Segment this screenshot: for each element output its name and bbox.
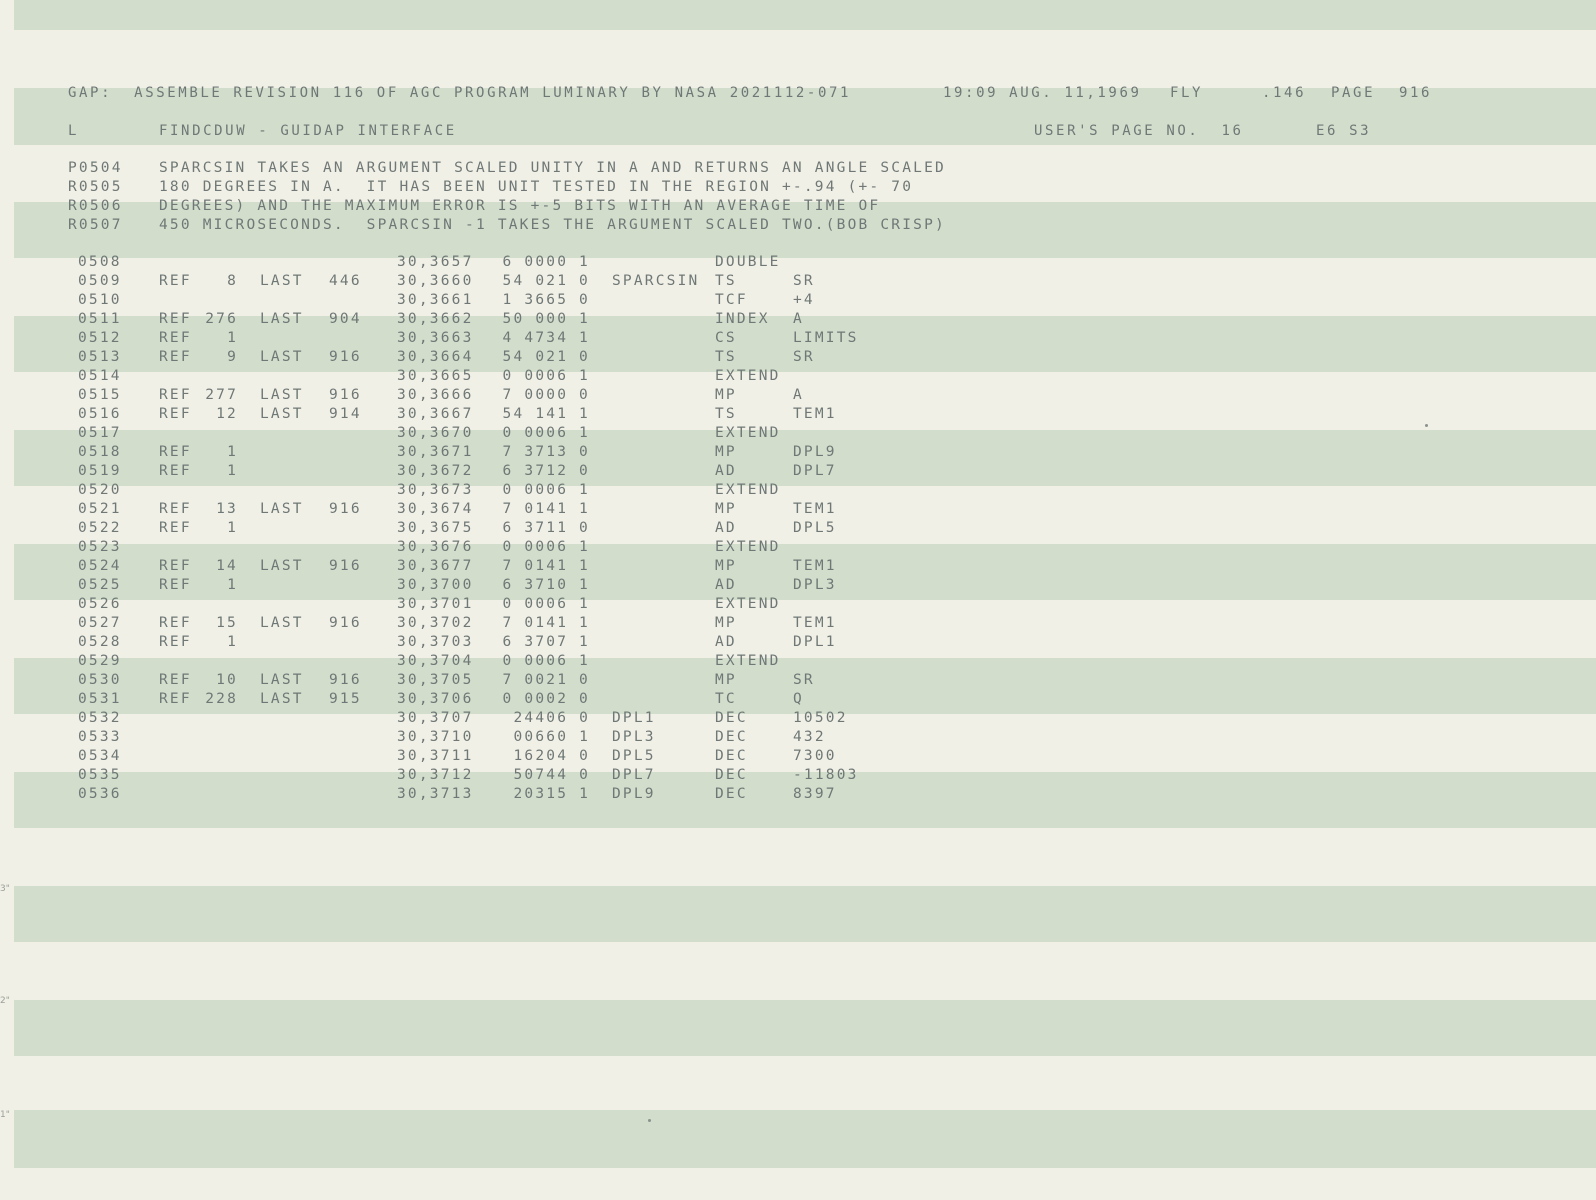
subheader-l: L	[68, 123, 80, 139]
address: 30,3702	[397, 615, 474, 631]
listing-row	[0, 538, 1596, 557]
line-number: 0514	[78, 368, 122, 384]
line-number: 0513	[78, 349, 122, 365]
line-number: 0533	[78, 729, 122, 745]
octal-code: 00660 1	[513, 729, 590, 745]
listing-subheader	[0, 122, 1596, 141]
listing-row	[0, 367, 1596, 386]
line-number: 0532	[78, 710, 122, 726]
opcode: EXTEND	[715, 368, 781, 384]
listing-row	[0, 500, 1596, 519]
octal-code: 0 0006 1	[502, 539, 590, 555]
header-datetime: 19:09 AUG. 11,1969	[943, 85, 1142, 101]
operand: DPL9	[793, 444, 837, 460]
opcode: AD	[715, 577, 737, 593]
ref-count: 8	[227, 273, 238, 289]
opcode: EXTEND	[715, 596, 781, 612]
octal-code: 6 3712 0	[502, 463, 590, 479]
header-title: GAP: ASSEMBLE REVISION 116 OF AGC PROGRAM LUMINARY BY NASA 2021112-071	[68, 85, 852, 101]
opcode: TS	[715, 273, 737, 289]
listing-row	[0, 348, 1596, 367]
address: 30,3664	[397, 349, 474, 365]
address: 30,3667	[397, 406, 474, 422]
ref-label: REF	[159, 615, 192, 631]
operand: -11803	[793, 767, 859, 783]
address: 30,3707	[397, 710, 474, 726]
opcode: EXTEND	[715, 653, 781, 669]
listing-row	[0, 272, 1596, 291]
line-number: 0524	[78, 558, 122, 574]
operand: 7300	[793, 748, 837, 764]
ref-count: 1	[227, 330, 238, 346]
octal-code: 0 0006 1	[502, 653, 590, 669]
operand: TEM1	[793, 558, 837, 574]
address: 30,3673	[397, 482, 474, 498]
line-number: 0509	[78, 273, 122, 289]
opcode: TS	[715, 349, 737, 365]
paper-band	[14, 886, 1596, 942]
symbol-label: DPL3	[612, 729, 656, 745]
opcode: EXTEND	[715, 425, 781, 441]
line-number: 0530	[78, 672, 122, 688]
remark-line-number: R0506	[68, 198, 123, 214]
operand: LIMITS	[793, 330, 859, 346]
line-number: 0521	[78, 501, 122, 517]
subheader-code: E6 S3	[1316, 123, 1372, 139]
ref-count: 15	[216, 615, 238, 631]
opcode: DOUBLE	[715, 254, 781, 270]
symbol-label: DPL7	[612, 767, 656, 783]
line-number: 0519	[78, 463, 122, 479]
address: 30,3713	[397, 786, 474, 802]
margin-mark: 2"	[0, 996, 10, 1006]
line-number: 0508	[78, 254, 122, 270]
last-page: 915	[329, 691, 362, 707]
opcode: MP	[715, 444, 737, 460]
address: 30,3704	[397, 653, 474, 669]
margin-mark: 1"	[0, 1110, 10, 1120]
ref-label: REF	[159, 311, 192, 327]
remark-line	[0, 159, 1596, 178]
last-page: 916	[329, 349, 362, 365]
operand: DPL1	[793, 634, 837, 650]
ref-label: REF	[159, 691, 192, 707]
line-number: 0518	[78, 444, 122, 460]
last-label: LAST	[260, 501, 304, 517]
opcode: AD	[715, 463, 737, 479]
line-number: 0531	[78, 691, 122, 707]
listing-row	[0, 329, 1596, 348]
last-page: 916	[329, 387, 362, 403]
listing-row	[0, 595, 1596, 614]
address: 30,3674	[397, 501, 474, 517]
address: 30,3663	[397, 330, 474, 346]
last-page: 916	[329, 558, 362, 574]
last-page: 916	[329, 501, 362, 517]
octal-code: 0 0006 1	[502, 596, 590, 612]
ref-count: 10	[216, 672, 238, 688]
listing-row	[0, 386, 1596, 405]
symbol-label: SPARCSIN	[612, 273, 700, 289]
octal-code: 20315 1	[513, 786, 590, 802]
last-page: 916	[329, 672, 362, 688]
ref-label: REF	[159, 273, 192, 289]
line-number: 0528	[78, 634, 122, 650]
address: 30,3700	[397, 577, 474, 593]
address: 30,3672	[397, 463, 474, 479]
octal-code: 24406 0	[513, 710, 590, 726]
octal-code: 7 0000 0	[502, 387, 590, 403]
ref-label: REF	[159, 330, 192, 346]
last-page: 904	[329, 311, 362, 327]
octal-code: 54 141 1	[502, 406, 590, 422]
listing-row	[0, 633, 1596, 652]
operand: A	[793, 311, 804, 327]
subheader-title: FINDCDUW - GUIDAP INTERFACE	[159, 123, 457, 139]
ref-count: 13	[216, 501, 238, 517]
paper-band	[14, 1110, 1596, 1168]
opcode: DEC	[715, 767, 748, 783]
listing-row	[0, 728, 1596, 747]
address: 30,3710	[397, 729, 474, 745]
opcode: CS	[715, 330, 737, 346]
remark-text: SPARCSIN TAKES AN ARGUMENT SCALED UNITY IN A AND RETURNS AN ANGLE SCALED	[159, 160, 946, 176]
remark-text: 180 DEGREES IN A. IT HAS BEEN UNIT TESTED IN THE REGION +-.94 (+- 70	[159, 179, 914, 195]
octal-code: 6 3707 1	[502, 634, 590, 650]
listing-row	[0, 443, 1596, 462]
ref-count: 1	[227, 577, 238, 593]
octal-code: 6 3710 1	[502, 577, 590, 593]
last-label: LAST	[260, 672, 304, 688]
listing-row	[0, 766, 1596, 785]
line-number: 0517	[78, 425, 122, 441]
operand: TEM1	[793, 501, 837, 517]
address: 30,3662	[397, 311, 474, 327]
margin-mark: 3"	[0, 884, 10, 894]
operand: DPL5	[793, 520, 837, 536]
operand: TEM1	[793, 615, 837, 631]
opcode: MP	[715, 387, 737, 403]
ref-label: REF	[159, 406, 192, 422]
header-number: .146	[1262, 85, 1307, 101]
ref-label: REF	[159, 577, 192, 593]
octal-code: 4 4734 1	[502, 330, 590, 346]
octal-code: 7 0141 1	[502, 615, 590, 631]
line-number: 0523	[78, 539, 122, 555]
last-label: LAST	[260, 558, 304, 574]
line-number: 0525	[78, 577, 122, 593]
octal-code: 6 3711 0	[502, 520, 590, 536]
line-number: 0515	[78, 387, 122, 403]
operand: TEM1	[793, 406, 837, 422]
paper-band	[14, 0, 1596, 30]
remark-line	[0, 216, 1596, 235]
ref-count: 276	[205, 311, 238, 327]
remark-line-number: P0504	[68, 160, 123, 176]
operand: SR	[793, 349, 815, 365]
listing-row	[0, 253, 1596, 272]
symbol-label: DPL9	[612, 786, 656, 802]
listing-row	[0, 291, 1596, 310]
header-page-label: PAGE	[1331, 85, 1376, 101]
header-page-number: 916	[1399, 85, 1433, 101]
address: 30,3676	[397, 539, 474, 555]
octal-code: 7 0141 1	[502, 501, 590, 517]
opcode: MP	[715, 501, 737, 517]
address: 30,3703	[397, 634, 474, 650]
ref-label: REF	[159, 520, 192, 536]
octal-code: 6 0000 1	[502, 254, 590, 270]
address: 30,3670	[397, 425, 474, 441]
listing-row	[0, 671, 1596, 690]
line-number: 0536	[78, 786, 122, 802]
line-number: 0527	[78, 615, 122, 631]
opcode: TC	[715, 691, 737, 707]
octal-code: 0 0006 1	[502, 482, 590, 498]
last-label: LAST	[260, 311, 304, 327]
ref-label: REF	[159, 558, 192, 574]
address: 30,3712	[397, 767, 474, 783]
remark-line	[0, 197, 1596, 216]
listing-row	[0, 405, 1596, 424]
line-number: 0522	[78, 520, 122, 536]
ref-count: 1	[227, 634, 238, 650]
line-number: 0510	[78, 292, 122, 308]
address: 30,3657	[397, 254, 474, 270]
line-number: 0534	[78, 748, 122, 764]
opcode: TS	[715, 406, 737, 422]
ref-count: 1	[227, 444, 238, 460]
ref-label: REF	[159, 387, 192, 403]
listing-row	[0, 747, 1596, 766]
address: 30,3677	[397, 558, 474, 574]
operand: SR	[793, 672, 815, 688]
listing-row	[0, 614, 1596, 633]
ref-label: REF	[159, 444, 192, 460]
operand: +4	[793, 292, 815, 308]
ref-count: 9	[227, 349, 238, 365]
operand: 8397	[793, 786, 837, 802]
octal-code: 7 0141 1	[502, 558, 590, 574]
address: 30,3675	[397, 520, 474, 536]
address: 30,3711	[397, 748, 474, 764]
remark-line-number: R0505	[68, 179, 123, 195]
last-page: 914	[329, 406, 362, 422]
octal-code: 0 0006 1	[502, 368, 590, 384]
last-page: 446	[329, 273, 362, 289]
address: 30,3666	[397, 387, 474, 403]
listing-row	[0, 690, 1596, 709]
address: 30,3706	[397, 691, 474, 707]
operand: DPL3	[793, 577, 837, 593]
line-number: 0512	[78, 330, 122, 346]
opcode: DEC	[715, 748, 748, 764]
ref-count: 228	[205, 691, 238, 707]
octal-code: 16204 0	[513, 748, 590, 764]
last-label: LAST	[260, 691, 304, 707]
listing-row	[0, 519, 1596, 538]
ref-count: 1	[227, 520, 238, 536]
ref-count: 14	[216, 558, 238, 574]
opcode: DEC	[715, 786, 748, 802]
remark-text: 450 MICROSECONDS. SPARCSIN -1 TAKES THE ARGUMENT SCALED TWO.(BOB CRISP)	[159, 217, 946, 233]
ref-label: REF	[159, 463, 192, 479]
paper-speck	[648, 1119, 651, 1122]
opcode: DEC	[715, 729, 748, 745]
ref-count: 12	[216, 406, 238, 422]
octal-code: 0 0006 1	[502, 425, 590, 441]
address: 30,3665	[397, 368, 474, 384]
ref-count: 1	[227, 463, 238, 479]
last-label: LAST	[260, 406, 304, 422]
opcode: MP	[715, 558, 737, 574]
operand: Q	[793, 691, 804, 707]
address: 30,3671	[397, 444, 474, 460]
listing-row	[0, 557, 1596, 576]
address: 30,3661	[397, 292, 474, 308]
line-number: 0516	[78, 406, 122, 422]
last-label: LAST	[260, 349, 304, 365]
octal-code: 7 0021 0	[502, 672, 590, 688]
opcode: EXTEND	[715, 482, 781, 498]
opcode: MP	[715, 615, 737, 631]
paper-band	[14, 1000, 1596, 1056]
octal-code: 0 0002 0	[502, 691, 590, 707]
line-number: 0529	[78, 653, 122, 669]
operand: 432	[793, 729, 826, 745]
operand: DPL7	[793, 463, 837, 479]
remark-line	[0, 178, 1596, 197]
ref-label: REF	[159, 672, 192, 688]
opcode: TCF	[715, 292, 748, 308]
symbol-label: DPL1	[612, 710, 656, 726]
listing-row	[0, 576, 1596, 595]
line-number: 0535	[78, 767, 122, 783]
ref-label: REF	[159, 634, 192, 650]
listing-row	[0, 462, 1596, 481]
users-page-number: USER'S PAGE NO. 16	[1034, 123, 1244, 139]
opcode: DEC	[715, 710, 748, 726]
symbol-label: DPL5	[612, 748, 656, 764]
header-mode: FLY	[1170, 85, 1204, 101]
listing-row	[0, 785, 1596, 804]
remark-line-number: R0507	[68, 217, 123, 233]
listing-header	[0, 84, 1596, 103]
last-page: 916	[329, 615, 362, 631]
listing-row	[0, 481, 1596, 500]
listing-row	[0, 424, 1596, 443]
remark-text: DEGREES) AND THE MAXIMUM ERROR IS +-5 BITS WITH AN AVERAGE TIME OF	[159, 198, 881, 214]
line-number: 0511	[78, 311, 122, 327]
opcode: AD	[715, 520, 737, 536]
octal-code: 54 021 0	[502, 349, 590, 365]
ref-label: REF	[159, 501, 192, 517]
address: 30,3701	[397, 596, 474, 612]
last-label: LAST	[260, 615, 304, 631]
octal-code: 50744 0	[513, 767, 590, 783]
octal-code: 1 3665 0	[502, 292, 590, 308]
octal-code: 7 3713 0	[502, 444, 590, 460]
octal-code: 50 000 1	[502, 311, 590, 327]
line-number: 0526	[78, 596, 122, 612]
ref-label: REF	[159, 349, 192, 365]
opcode: AD	[715, 634, 737, 650]
operand: 10502	[793, 710, 848, 726]
listing-row	[0, 652, 1596, 671]
octal-code: 54 021 0	[502, 273, 590, 289]
last-label: LAST	[260, 387, 304, 403]
operand: SR	[793, 273, 815, 289]
opcode: INDEX	[715, 311, 770, 327]
address: 30,3660	[397, 273, 474, 289]
opcode: MP	[715, 672, 737, 688]
line-number: 0520	[78, 482, 122, 498]
last-label: LAST	[260, 273, 304, 289]
address: 30,3705	[397, 672, 474, 688]
opcode: EXTEND	[715, 539, 781, 555]
operand: A	[793, 387, 804, 403]
listing-row	[0, 709, 1596, 728]
listing-row	[0, 310, 1596, 329]
ref-count: 277	[205, 387, 238, 403]
